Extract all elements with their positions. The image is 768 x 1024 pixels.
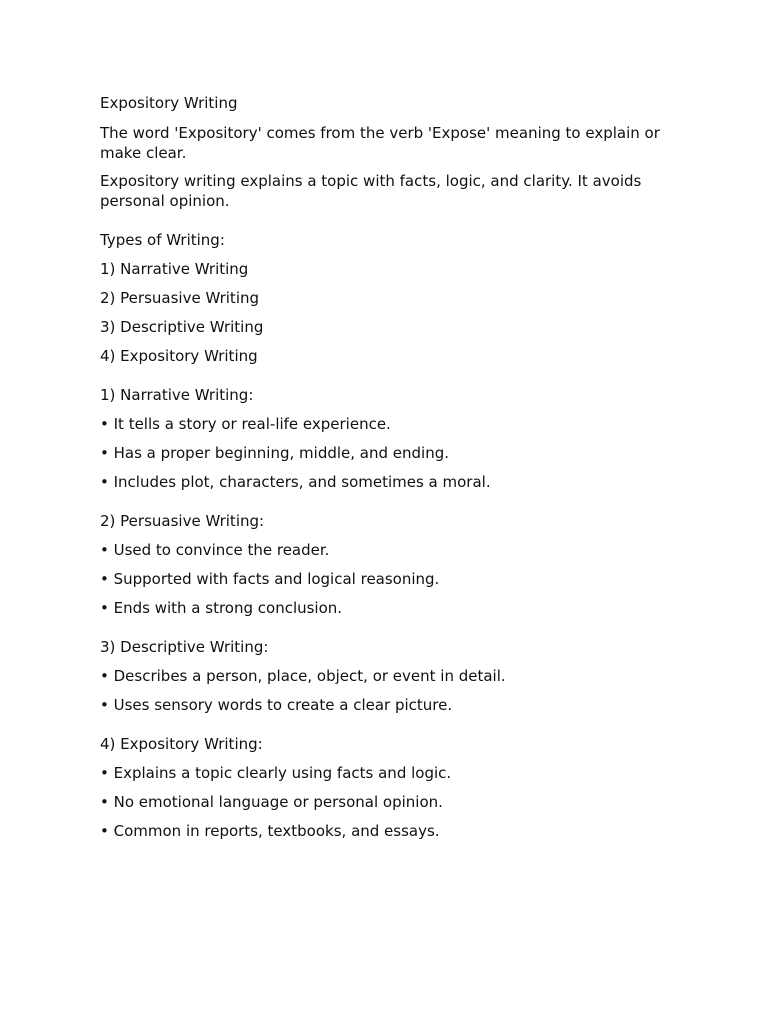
bullet-point: • Uses sensory words to create a clear picture. xyxy=(100,696,453,714)
bullet-point: • Has a proper beginning, middle, and ending. xyxy=(100,444,449,462)
bullet-point: • Ends with a strong conclusion. xyxy=(100,599,343,617)
section-expository xyxy=(100,734,680,841)
bullet-point: • It tells a story or real-life experience. xyxy=(100,415,391,433)
bullet-point: • Common in reports, textbooks, and essays. xyxy=(100,822,440,840)
bullet-point: • Describes a person, place, object, or event in detail. xyxy=(100,667,506,685)
type-item-expository: 4) Expository Writing xyxy=(100,347,258,365)
type-item-descriptive: 3) Descriptive Writing xyxy=(100,318,264,336)
bullet-point: • Explains a topic clearly using facts and logic. xyxy=(100,764,452,782)
section-heading: 4) Expository Writing: xyxy=(100,735,263,753)
document-page xyxy=(100,93,680,850)
section-descriptive xyxy=(100,637,680,715)
section-heading: 2) Persuasive Writing: xyxy=(100,512,265,530)
bullet-point: • Includes plot, characters, and sometimes a moral. xyxy=(100,473,491,491)
type-item-narrative: 1) Narrative Writing xyxy=(100,260,249,278)
document-title: Expository Writing xyxy=(100,94,238,112)
section-persuasive xyxy=(100,511,680,618)
type-item-persuasive: 2) Persuasive Writing xyxy=(100,289,260,307)
types-heading: Types of Writing: xyxy=(100,231,225,249)
section-narrative xyxy=(100,385,680,492)
bullet-point: • Supported with facts and logical reasoning. xyxy=(100,570,440,588)
section-heading: 3) Descriptive Writing: xyxy=(100,638,269,656)
bullet-point: • No emotional language or personal opinion. xyxy=(100,793,443,811)
section-heading: 1) Narrative Writing: xyxy=(100,386,254,404)
intro-paragraph-1: The word 'Expository' comes from the verb 'Expose' meaning to explain or make clear. xyxy=(100,124,660,162)
intro-paragraph-2: Expository writing explains a topic with facts, logic, and clarity. It avoids personal opinion. xyxy=(100,172,642,210)
bullet-point: • Used to convince the reader. xyxy=(100,541,330,559)
